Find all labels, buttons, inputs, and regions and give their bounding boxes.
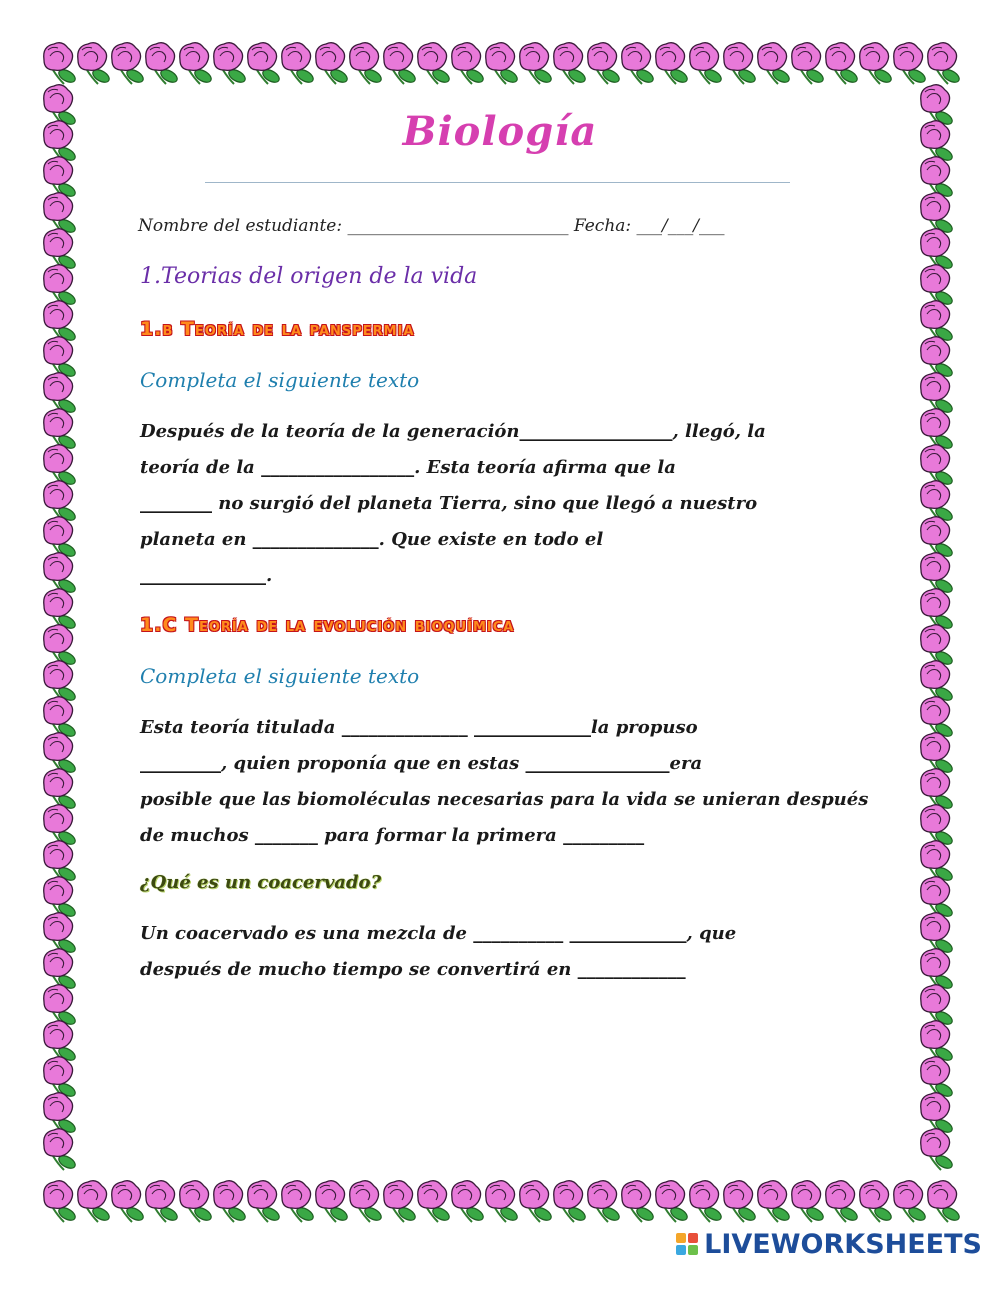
fill-in-line[interactable]: planeta en ______________. Que existe en todo el: [140, 529, 604, 550]
instruction-panspermia: Completa el siguiente texto: [140, 368, 420, 392]
fill-in-line[interactable]: Un coacervado es una mezcla de __________ _____________, que: [140, 923, 737, 944]
liveworksheets-logo-icon: [676, 1233, 698, 1255]
title-divider: [205, 182, 790, 183]
fill-in-line[interactable]: posible que las biomoléculas necesarias para la vida se unieran después: [140, 789, 869, 810]
question-coacervate: ¿Qué es un coacervado?: [140, 872, 382, 893]
page-title: Biología: [402, 108, 598, 155]
fill-in-line[interactable]: ________ no surgió del planeta Tierra, sino que llegó a nuestro: [140, 493, 758, 514]
section-heading-panspermia: 1.b Teoría de la panspermia: [140, 318, 415, 340]
paragraph-panspermia: [140, 414, 860, 594]
paragraph-biochemical: [140, 710, 869, 854]
student-name-date-line[interactable]: Nombre del estudiante: __________________________ Fecha: ___/___/___: [138, 216, 725, 236]
fill-in-line[interactable]: _________, quien proponía que en estas ________________era: [140, 753, 703, 774]
fill-in-line[interactable]: ______________.: [140, 565, 273, 586]
paragraph-coacervate: [140, 916, 860, 988]
liveworksheets-watermark[interactable]: [676, 1227, 982, 1261]
fill-in-line[interactable]: Después de la teoría de la generación_________________, llegó, la: [140, 421, 766, 442]
fill-in-line[interactable]: después de mucho tiempo se convertirá en ____________: [140, 959, 686, 980]
fill-in-line[interactable]: teoría de la _________________. Esta teoría afirma que la: [140, 457, 676, 478]
fill-in-line[interactable]: de muchos _______ para formar la primera _________: [140, 825, 645, 846]
section-heading-biochemical: 1.C Teoría de la evolución bioquímica: [140, 614, 515, 636]
section-heading-origin: 1.Teorias del origen de la vida: [140, 264, 478, 289]
watermark-text: LIVEWORKSHEETS: [704, 1228, 982, 1260]
instruction-biochemical: Completa el siguiente texto: [140, 664, 420, 688]
fill-in-line[interactable]: Esta teoría titulada ______________ _____________la propuso: [140, 717, 698, 738]
